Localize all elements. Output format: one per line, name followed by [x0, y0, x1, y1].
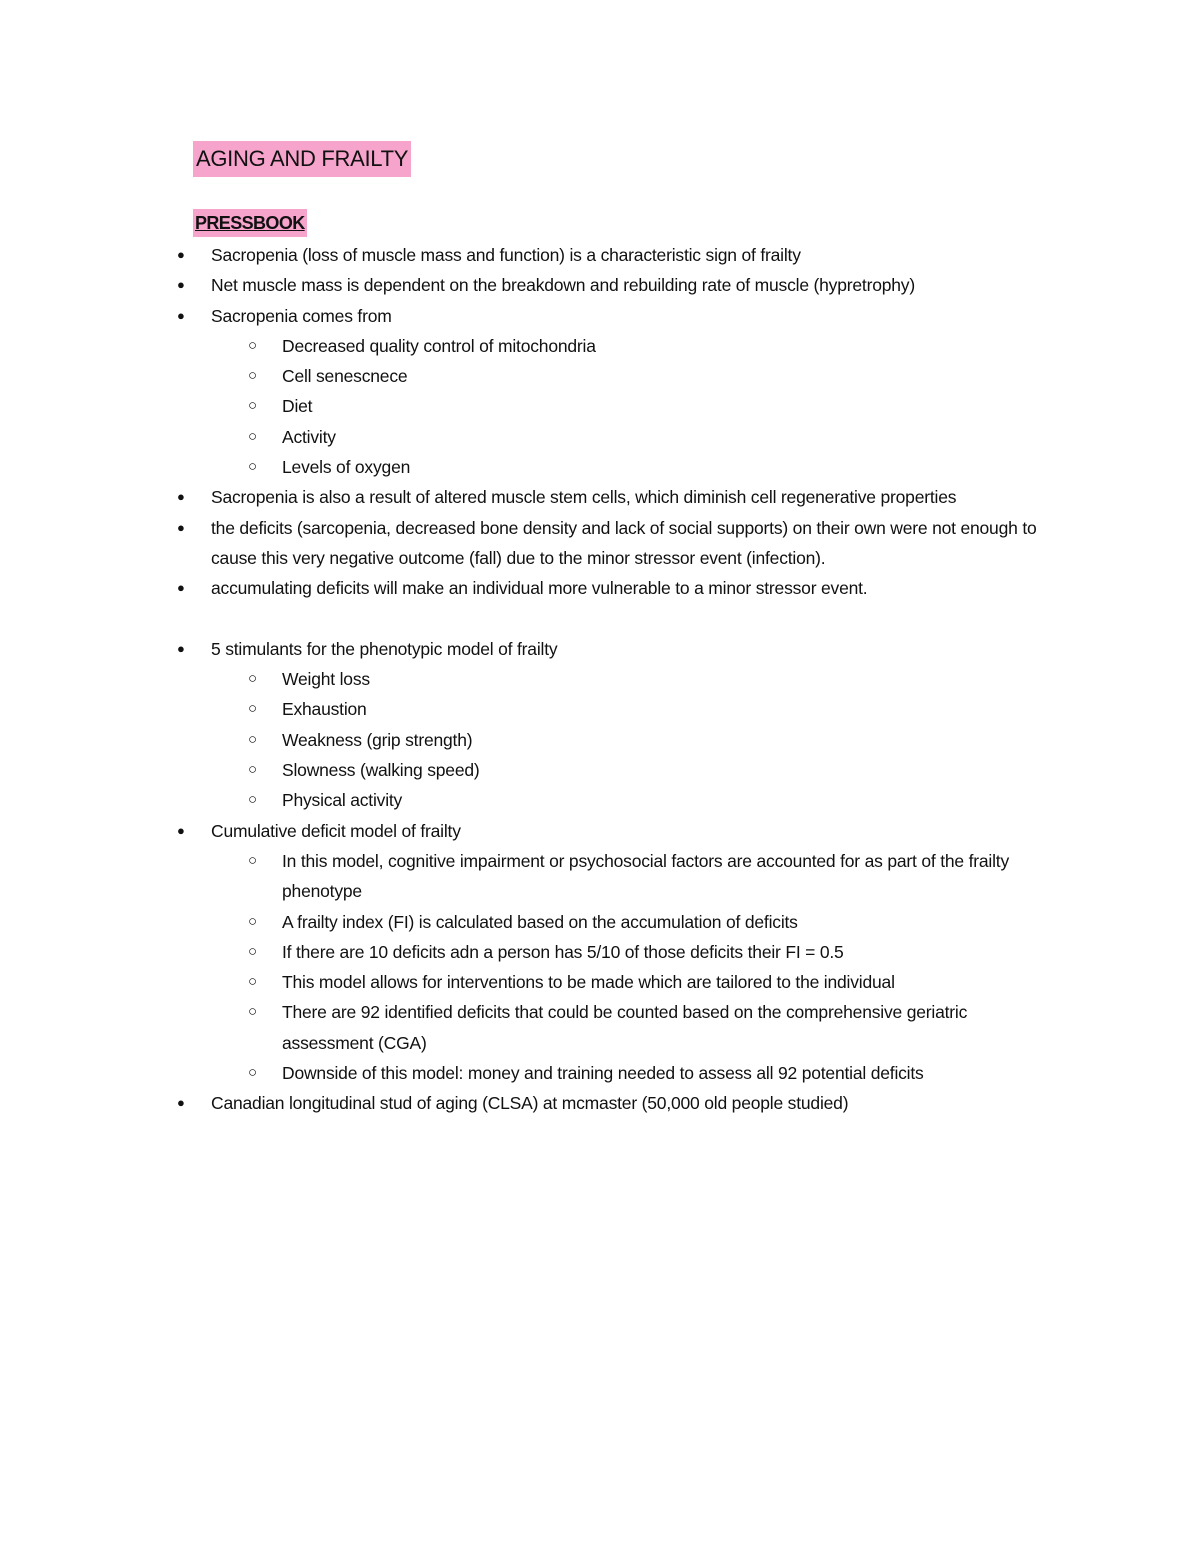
filled-bullet-icon: ●	[177, 277, 185, 293]
list-item-text: A frailty index (FI) is calculated based on the accumulation of deficits	[282, 911, 798, 932]
sub-list-item	[248, 391, 1057, 421]
hollow-bullet-icon: ○	[248, 973, 257, 991]
section-heading: PRESSBOOK	[193, 209, 307, 237]
filled-bullet-icon: ●	[177, 580, 185, 596]
list-item-text: Cell senescnece	[282, 366, 408, 387]
list-item	[177, 482, 1051, 512]
hollow-bullet-icon: ○	[248, 851, 257, 869]
hollow-bullet-icon: ○	[248, 670, 257, 688]
hollow-bullet-icon: ○	[248, 1064, 257, 1082]
hollow-bullet-icon: ○	[248, 700, 257, 718]
list-item-text: Physical activity	[282, 790, 403, 811]
list-item-text: Exhaustion	[282, 699, 367, 720]
list-item	[177, 513, 1051, 574]
sub-list-item	[248, 331, 1057, 361]
list-item	[177, 240, 1051, 270]
hollow-bullet-icon: ○	[248, 1003, 257, 1021]
list-item-text: Weight loss	[282, 669, 370, 690]
sub-list-item	[248, 694, 1057, 724]
list-item-text: This model allows for interventions to be made which are tailored to the individual	[282, 972, 895, 993]
list-item-text: Canadian longitudinal stud of aging (CLSA) at mcmaster (50,000 old people studied)	[211, 1093, 849, 1114]
list-item-text: Cumulative deficit model of frailty	[211, 820, 461, 841]
list-item	[177, 270, 1051, 300]
filled-bullet-icon: ●	[177, 307, 185, 323]
sub-list-item	[248, 967, 1057, 997]
filled-bullet-icon: ●	[177, 489, 185, 505]
hollow-bullet-icon: ○	[248, 367, 257, 385]
hollow-bullet-icon: ○	[248, 761, 257, 779]
list-item-text: In this model, cognitive impairment or psychosocial factors are accounted for as part of the frailty phenotype	[282, 850, 1010, 902]
sub-list-item	[248, 937, 1057, 967]
sub-list-item	[248, 785, 1057, 815]
filled-bullet-icon: ●	[177, 822, 185, 838]
list-item-text: There are 92 identified deficits that could be counted based on the comprehensive geriatric assessment (CGA)	[282, 1002, 968, 1053]
hollow-bullet-icon: ○	[248, 458, 257, 476]
hollow-bullet-icon: ○	[248, 730, 257, 748]
hollow-bullet-icon: ○	[248, 791, 257, 809]
filled-bullet-icon: ●	[177, 247, 185, 262]
list-item-text: Sacropenia is also a result of altered muscle stem cells, which diminish cell regenerative properties	[211, 487, 957, 508]
list-item-text: Net muscle mass is dependent on the breakdown and rebuilding rate of muscle (hypretrophy)	[211, 275, 915, 296]
filled-bullet-icon: ●	[177, 1095, 185, 1111]
hollow-bullet-icon: ○	[248, 397, 257, 415]
sub-list-item	[248, 725, 1057, 755]
blank-line	[0, 604, 1200, 634]
list-item-text: 5 stimulants for the phenotypic model of frailty	[211, 638, 558, 659]
list-item-text: Downside of this model: money and training needed to assess all 92 potential deficits	[282, 1063, 924, 1084]
document-title: AGING AND FRAILTY	[193, 141, 411, 177]
hollow-bullet-icon: ○	[248, 942, 257, 960]
sub-list-item	[248, 755, 1057, 785]
list-item-text: Sacropenia comes from	[211, 305, 392, 326]
list-item	[177, 573, 1051, 603]
list-item	[177, 1088, 1051, 1118]
list-item-text: Activity	[282, 426, 336, 447]
sub-list-item	[248, 422, 1057, 452]
hollow-bullet-icon: ○	[248, 912, 257, 930]
list-item-text: Diet	[282, 396, 313, 417]
list-item	[177, 816, 1051, 846]
hollow-bullet-icon: ○	[248, 427, 257, 445]
list-item-text: Levels of oxygen	[282, 457, 411, 478]
list-item	[177, 301, 1051, 331]
sub-list-item	[248, 452, 1057, 482]
list-item-text: Weakness (grip strength)	[282, 729, 473, 750]
list-item-text: Decreased quality control of mitochondria	[282, 335, 596, 356]
sub-list-item	[248, 361, 1057, 391]
list-item-text: If there are 10 deficits adn a person has 5/10 of those deficits their FI = 0.5	[282, 941, 844, 962]
list-item-text: the deficits (sarcopenia, decreased bone density and lack of social supports) on their own were not enough to cause this very negative outcome (fall) due to the minor stressor event (infection).	[211, 517, 1037, 568]
list-item-text: Sacropenia (loss of muscle mass and function) is a characteristic sign of frailty	[211, 245, 801, 265]
notes-list	[0, 240, 1200, 1119]
list-item-text: accumulating deficits will make an individual more vulnerable to a minor stressor event.	[211, 578, 868, 599]
list-item-text: Slowness (walking speed)	[282, 760, 480, 781]
filled-bullet-icon: ●	[177, 519, 185, 535]
sub-list-item	[248, 997, 1057, 1058]
list-item	[177, 634, 1051, 664]
hollow-bullet-icon: ○	[248, 336, 257, 354]
sub-list-item	[248, 664, 1057, 694]
sub-list-item	[248, 1058, 1057, 1088]
sub-list-item	[248, 846, 1057, 907]
sub-list-item	[248, 907, 1057, 937]
filled-bullet-icon: ●	[177, 640, 185, 656]
